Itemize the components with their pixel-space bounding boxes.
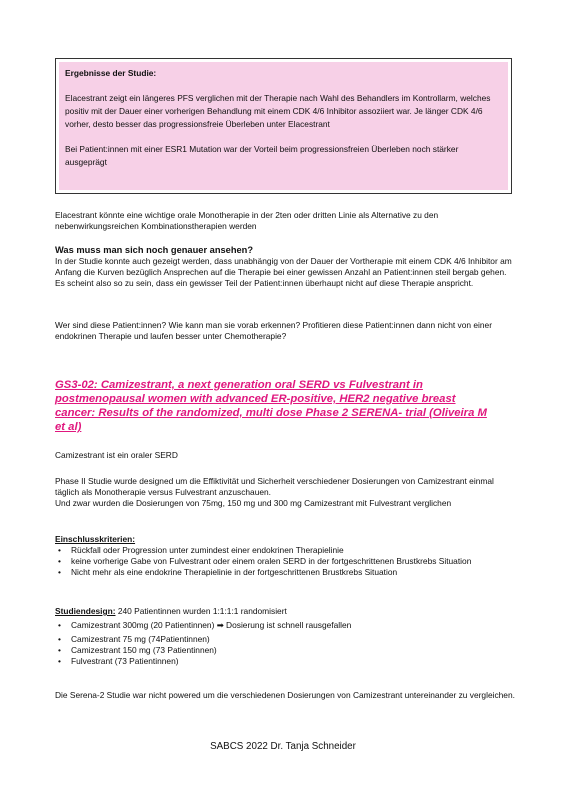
intro-paragraph: Elacestrant könnte eine wichtige orale Monotherapie in der 2ten oder dritten Linie als Alternative zu den nebenwirkungsreichen Kombinationstherapien werden [55,210,439,231]
study-heading: GS3-02: Camizestrant, a next generation oral SERD vs Fulvestrant in postmenopausal women with advanced ER-positive, HER2 negative breast cancer: Results of the randomized, multi dose Phase 2 SERENA- trial (Oliveira M et al) [55,379,487,433]
inclusion-heading: Einschlusskriterien: [55,534,136,544]
list-item: • Camizestrant 300mg (20 Patientinnen) ➡ Dosierung ist schnell rausgefallen [58,620,352,630]
list-item: • keine vorherige Gabe von Fulvestrant oder einem oralen SERD in der fortgeschrittenen Brustkrebs Situation [58,556,472,566]
results-box-title: Ergebnisse der Studie: [65,68,157,78]
design-line: Studiendesign: 240 Patientinnen wurden 1:1:1:1 randomisiert [55,606,287,616]
results-box-paragraph-2: Bei Patient:innen mit einer ESR1 Mutation war der Vorteil beim progressionsfreien Überleben noch stärker ausgeprägt [65,144,459,167]
page-footer: SABCS 2022 Dr. Tanja Schneider [210,741,356,752]
results-box [55,58,512,194]
question-heading: Was muss man sich noch genauer ansehen? [55,245,254,255]
inclusion-list [55,545,515,578]
question-paragraph-2: Wer sind diese Patient:innen? Wie kann man sie vorab erkennen? Profitieren diese Patient:innen dann nicht von einer endokrinen Therapie und laufen besser unter Chemotherapie? [55,320,493,341]
serd-line: Camizestrant ist ein oraler SERD [55,450,178,460]
list-item: • Fulvestrant (73 Patientinnen) [58,656,179,666]
list-item: • Nicht mehr als eine endokrine Therapielinie in der fortgeschrittenen Brustkrebs Situation [58,567,398,577]
design-heading: Studiendesign: [55,606,116,616]
phase-paragraph-1: Phase II Studie wurde designed um die Effiktivität und Sicherheit verschiedener Dosierungen von Camizestrant einmal täglich als Monotherapie versus Fulvestrant anzuschauen. [55,476,494,497]
question-paragraph: In der Studie konnte auch gezeigt werden, dass unabhängig von der Dauer der Vortherapie mit einem CDK 4/6 Inhibitor am Anfang die Kurven bezüglich Ansprechen auf die Therapie bei einer gewissen Anzahl an Patient:innen steil bergab gehen. Es scheint also so zu sein, dass ein gewisser Teil der Patient:innen überhaupt nicht auf diese Therapie anspricht. [55,256,512,288]
design-list [55,620,515,667]
phase-paragraph-2: Und zwar wurden die Dosierungen von 75mg, 150 mg und 300 mg Camizestrant mit Fulvestrant verglichen [55,498,452,508]
results-box-paragraph-1: Elacestrant zeigt ein längeres PFS verglichen mit der Therapie nach Wahl des Behandlers im Kontrollarm, welches positiv mit der Dauer einer vorherigen Behandlung mit einem CDK 4/6 Inhibitor assoziiert war. Je länger CDK 4/6 vorher, desto besser das progressionsfreie Überleben unter Elacestrant [65,93,491,129]
list-item: • Camizestrant 75 mg (74Patientinnen) [58,634,210,644]
closing-paragraph: Die Serena-2 Studie war nicht powered um die verschiedenen Dosierungen von Camizestrant untereinander zu vergleichen. [55,690,515,700]
list-item: • Rückfall oder Progression unter zumindest einer endokrinen Therapielinie [58,545,344,555]
list-item: • Camizestrant 150 mg (73 Patientinnen) [58,645,217,655]
